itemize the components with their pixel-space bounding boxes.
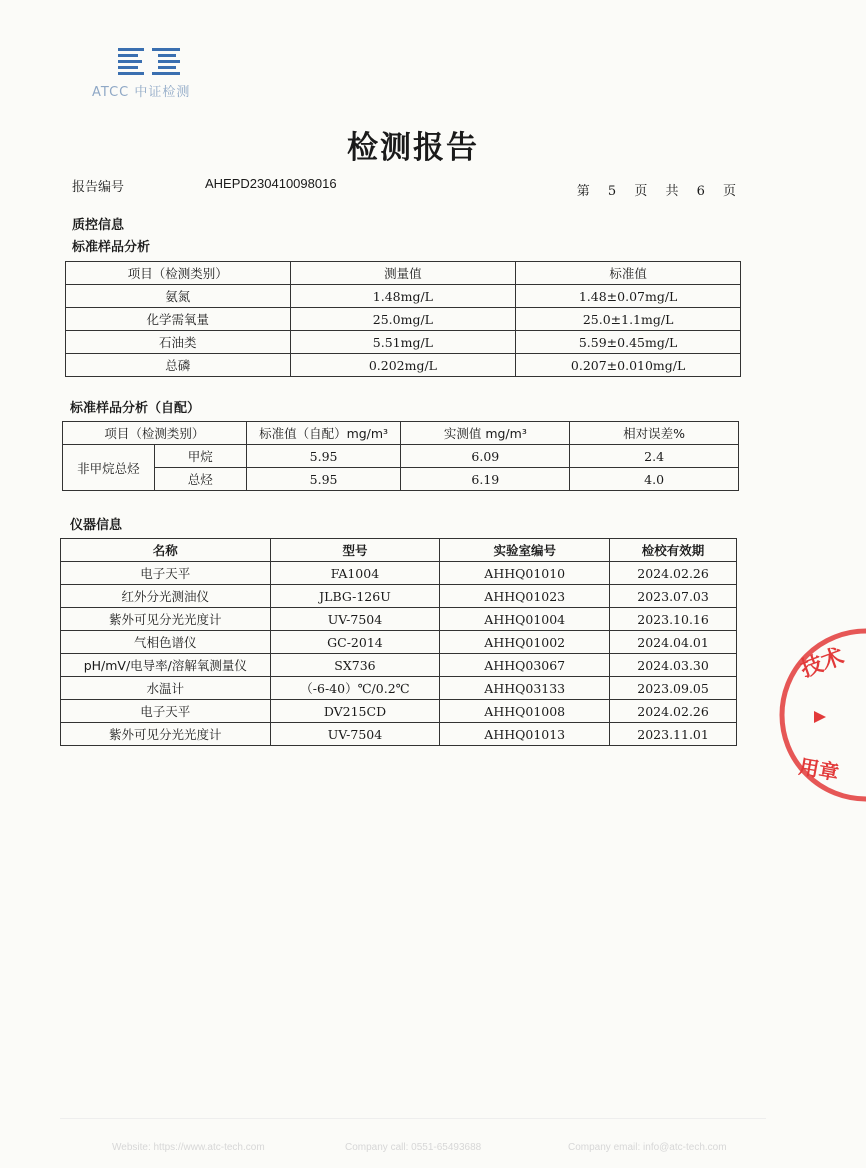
table-cell: 总烃 — [154, 468, 246, 491]
table-cell: AHHQ01010 — [440, 562, 610, 585]
table-cell: 电子天平 — [61, 700, 271, 723]
table-cell: 1.48mg/L — [290, 285, 516, 308]
table-row — [61, 631, 737, 654]
table-cell: 6.09 — [401, 445, 570, 468]
table-cell: 25.0±1.1mg/L — [516, 308, 741, 331]
table-cell: AHHQ03067 — [440, 654, 610, 677]
table-row — [61, 677, 737, 700]
table-cell: 2024.02.26 — [610, 562, 737, 585]
table-cell: 5.59±0.45mg/L — [516, 331, 741, 354]
table-cell: 5.51mg/L — [290, 331, 516, 354]
standard-self-table — [62, 421, 739, 491]
table-cell: 水温计 — [61, 677, 271, 700]
table-cell: 2024.02.26 — [610, 700, 737, 723]
table-cell: 4.0 — [570, 468, 739, 491]
table-cell: 紫外可见分光光度计 — [61, 723, 271, 746]
page-indicator: 第 5 页 共 6 页 — [576, 184, 736, 199]
official-seal-stamp — [774, 625, 866, 805]
table-cell: JLBG-126U — [270, 585, 440, 608]
table-cell: 甲烷 — [154, 445, 246, 468]
table-cell: 2.4 — [570, 445, 739, 468]
report-number: AHEPD230410098016 — [205, 176, 337, 191]
instrument-table — [60, 538, 737, 746]
table-cell: SX736 — [270, 654, 440, 677]
table-cell: 紫外可见分光光度计 — [61, 608, 271, 631]
seal-text-top: 技术 — [797, 644, 848, 683]
table-cell: 总磷 — [66, 354, 291, 377]
table-header-cell: 实验室编号 — [440, 539, 610, 562]
table-header-cell: 测量值 — [290, 262, 516, 285]
table-row — [66, 331, 741, 354]
table-cell: FA1004 — [270, 562, 440, 585]
table-row — [63, 468, 739, 491]
table-cell: 石油类 — [66, 331, 291, 354]
table-row — [61, 723, 737, 746]
table-cell: 氨氮 — [66, 285, 291, 308]
table-cell: 0.207±0.010mg/L — [516, 354, 741, 377]
footer-divider — [60, 1118, 766, 1119]
table-cell: AHHQ01023 — [440, 585, 610, 608]
table-row — [66, 285, 741, 308]
table-cell: 2024.03.30 — [610, 654, 737, 677]
table-cell: AHHQ01008 — [440, 700, 610, 723]
table-header-cell: 型号 — [270, 539, 440, 562]
table-cell: AHHQ01004 — [440, 608, 610, 631]
table-cell: AHHQ01013 — [440, 723, 610, 746]
table-cell: 5.95 — [246, 445, 401, 468]
table-header-cell: 标准值（自配）mg/m³ — [246, 422, 401, 445]
section-standard-heading: 标准样品分析 — [72, 240, 151, 255]
table-cell: UV-7504 — [270, 608, 440, 631]
footer-website: Website: https://www.atc-tech.com — [112, 1142, 265, 1153]
table-header-cell: 相对误差% — [570, 422, 739, 445]
footer-email: Company email: info@atc-tech.com — [568, 1142, 727, 1153]
table-header-cell: 检校有效期 — [610, 539, 737, 562]
table-cell: 红外分光测油仪 — [61, 585, 271, 608]
section-instruments-heading: 仪器信息 — [70, 518, 123, 533]
table-header-row — [63, 422, 739, 445]
table-cell: 2023.11.01 — [610, 723, 737, 746]
table-cell: 1.48±0.07mg/L — [516, 285, 741, 308]
company-logo-text: ATCC 中证检测 — [92, 85, 191, 100]
table-cell: 2023.09.05 — [610, 677, 737, 700]
table-cell: 2023.07.03 — [610, 585, 737, 608]
table-cell: 2024.04.01 — [610, 631, 737, 654]
footer-phone: Company call: 0551-65493688 — [345, 1142, 482, 1153]
table-row — [61, 562, 737, 585]
table-cell: GC-2014 — [270, 631, 440, 654]
table-row — [61, 654, 737, 677]
table-cell: （-6-40）℃/0.2℃ — [270, 677, 440, 700]
table-cell: AHHQ01002 — [440, 631, 610, 654]
table-header-cell: 项目（检测类别） — [63, 422, 247, 445]
table-cell: AHHQ03133 — [440, 677, 610, 700]
table-row — [61, 608, 737, 631]
table-row — [61, 585, 737, 608]
table-header-row — [66, 262, 741, 285]
report-number-label: 报告编号 — [72, 180, 125, 195]
table-cell: 2023.10.16 — [610, 608, 737, 631]
table-row — [61, 700, 737, 723]
table-cell: 化学需氧量 — [66, 308, 291, 331]
table-group-cell: 非甲烷总烃 — [63, 445, 155, 491]
table-cell: pH/mV/电导率/溶解氧测量仪 — [61, 654, 271, 677]
table-row — [63, 445, 739, 468]
standard-sample-table — [65, 261, 741, 377]
table-cell: 6.19 — [401, 468, 570, 491]
table-cell: 0.202mg/L — [290, 354, 516, 377]
section-standard-self-heading: 标准样品分析（自配） — [70, 401, 201, 416]
table-cell: DV215CD — [270, 700, 440, 723]
table-cell: UV-7504 — [270, 723, 440, 746]
table-row — [66, 308, 741, 331]
seal-text-bottom: 用章 — [797, 754, 841, 785]
table-cell: 气相色谱仪 — [61, 631, 271, 654]
table-cell: 25.0mg/L — [290, 308, 516, 331]
table-row — [66, 354, 741, 377]
table-cell: 电子天平 — [61, 562, 271, 585]
table-header-cell: 项目（检测类别） — [66, 262, 291, 285]
table-header-cell: 标准值 — [516, 262, 741, 285]
section-qc-heading: 质控信息 — [72, 218, 125, 233]
company-logo-icon — [118, 48, 180, 76]
table-header-cell: 名称 — [61, 539, 271, 562]
table-header-cell: 实测值 mg/m³ — [401, 422, 570, 445]
table-cell: 5.95 — [246, 468, 401, 491]
table-header-row — [61, 539, 737, 562]
page-title: 检测报告 — [347, 130, 479, 166]
